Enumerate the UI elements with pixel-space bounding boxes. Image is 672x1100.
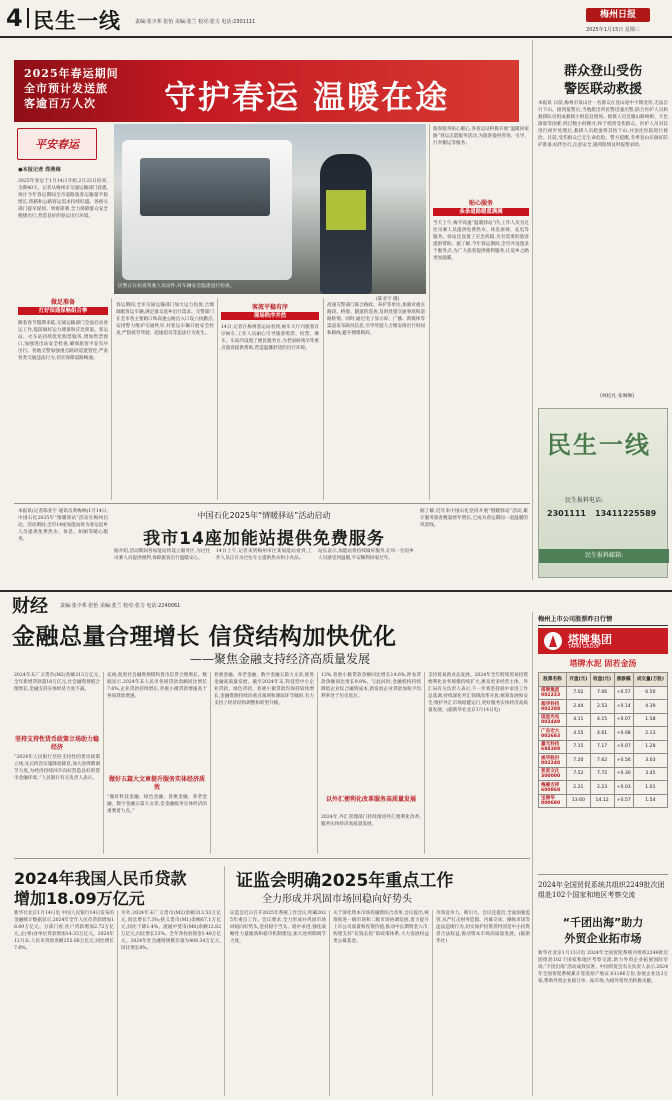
csrc-rule-1 [329, 910, 330, 1096]
top-byline: ●本报记者 郑燕梅 [18, 167, 61, 173]
stock-name-cell: 宝丽华 000690 [539, 794, 567, 808]
stock-volume-cell: 2.13 [633, 727, 667, 741]
stock-volume-cell: 4.39 [633, 700, 667, 714]
stock-close-cell: 7.72 [590, 767, 614, 781]
stock-open-cell: 2.44 [567, 700, 591, 714]
mid-story-top-rule [14, 503, 530, 504]
top-story-col-2: 春运期间,全市交通运输部门加大运力投放,合理调配客运车辆,满足群众返乡出行需求。交警部门在全市各主要路口和高速公路出入口设立执勤点,安排警力维护交通秩序,对客运车辆开展安全检查,严防疲劳驾驶、超速超员等违法行为发生。 [116, 303, 214, 336]
photo-caption: 民警正在检查驾驶人员证件,对车辆安全隐患进行检查。 [118, 284, 235, 289]
side-story-credit: (林松礼 张琳琳) [600, 394, 635, 399]
promo-phone-2: 13411225589 [595, 509, 657, 518]
export-headline-2: 外贸企业拓市场 [564, 932, 642, 945]
top-sub-1: 做足准备 [50, 299, 75, 306]
top-story-col-5: 旅客服务贴心暖心,各客运站积极开展“温暖回家路”春运志愿服务活动,为旅客提供咨询、引导、行李搬运等服务。 [433, 127, 529, 146]
top-story-col-3: 14日,记者在梅州客运站看到,候车大厅内旅客有序候车,工作人员耐心引导旅客购票、检票、乘车。车站内设置了便民服务台,为老弱病残孕等重点旅客提供帮助,营造温馨舒适的出行环境。 [221, 325, 319, 351]
stock-change-cell: +0.07 [614, 713, 633, 727]
export-lead: 2024年全国贸促系统共组织2249批次团组赴102个国家和地区考察交流 [538, 881, 665, 899]
finance-headline: 金融总量合理增长 信贷结构加快优化 [12, 623, 397, 650]
promo-phone-1: 2301111 [547, 509, 586, 518]
safe-spring-logo [17, 128, 97, 160]
mid-story-right-text: 据了解,近年来中国石化坚持开展“情暖驿站”活动,累计服务旅客数量逐年增长,已成为春运期间一道温暖的风景线。 [420, 509, 528, 528]
promo-hotline-label: 民生报料电话: [565, 497, 604, 504]
top-rule-4 [429, 124, 430, 500]
export-top-rule [538, 874, 668, 875]
loan-headline-2: 增加18.09万亿元 [14, 889, 145, 908]
officer-vest-shape [326, 190, 366, 230]
stock-volume-cell: 1.58 [633, 713, 667, 727]
finance-editors: 责编:张少邦 张怡 美编:张兰 校对:张力 电话:2240061 [60, 603, 181, 609]
stock-open-cell: 7.02 [567, 686, 591, 700]
csrc-col-1: 证监会近日召开2025年系统工作会议,明确2025年重点工作。会议要求,全力形成并巩固市场回稳向好势头,坚持稳字当头、稳中求进,强化战略性力量储备和稳市机制建设,加大逆周期调节力度。 [230, 911, 326, 944]
csrc-headline: 证监会明确2025年重点工作 [236, 871, 454, 891]
stock-open-cell: 7.52 [567, 767, 591, 781]
mid-story-kicker: 中国石化2025年“情暖驿站”活动启动 [197, 511, 331, 520]
csrc-subline: 全力形成并巩固市场回稳向好势头 [262, 894, 412, 905]
stock-row [539, 713, 668, 727]
side-headline-2: 警医联动救援 [563, 82, 642, 97]
finance-header-rule [0, 590, 672, 592]
stock-name-cell: 嘉元科技 688388 [539, 740, 567, 754]
stock-change-cell: +0.57 [614, 686, 633, 700]
top-story-photo [114, 124, 426, 294]
tapai-brand-cn: 塔牌集团 [568, 633, 612, 646]
page-header [0, 0, 672, 38]
finance-col-4b: 2024年,外汇管理部门持续推进外汇便利化改革,服务实体经济高质量发展。 [321, 815, 421, 827]
tapai-logo-bar [538, 628, 668, 654]
mid-story-text-1: 据介绍,活动期间各加能站将设立服务区,为过往司乘人员提供便利,保障旅客出行温暖安心。 [114, 549, 210, 561]
stock-name-cell: 广东宏大 002683 [539, 727, 567, 741]
tapai-slogan: 塔牌水泥 固若金汤 [569, 659, 637, 668]
stock-open-cell: 13.60 [567, 794, 591, 808]
finance-sub-c: 以外汇便利化改革服务高质量发展 [325, 796, 416, 803]
side-headline-1: 群众登山受伤 [563, 64, 642, 79]
finance-col-1b: “2024年人民银行坚持支持性的货币政策立场,先后四次实施降准降息,加大逆周期调节力度,为经济持续回升向好营造良好的货币金融环境。”人民银行有关负责人表示。 [14, 755, 100, 781]
finance-col-2: 充裕,促进社会融资规模和货币信贷合理增长。数据显示,2024年末人民币各项贷款余额同比增长7.6%,企业贷款持续增长,普惠小微贷款增速高于各项贷款增速。 [107, 673, 207, 699]
stock-col-close: 收盘(元) [590, 673, 614, 687]
promo-box [538, 408, 668, 578]
top-story-col-4: 高速交警部门联合路政、养护等单位,加强对重点路段、桥梁、隧道的巡查,及时处置交通事故和道路险情。同时,通过电子显示屏、广播、新媒体等渠道发布路况信息,引导驾驶人合理安排出行时间和路线,避开拥堵路段。 [327, 303, 425, 336]
header-rule [0, 36, 672, 38]
stock-change-cell: +0.57 [614, 794, 633, 808]
banner-line-3: 客逾百万人次 [24, 97, 96, 110]
finance-col-5: 支持贸易新业态发展。2024年全年跨境贸易投资便利化业务规模持续扩大,惠及更多经营主体。外汇局有关负责人表示,下一步将坚持稳中求进工作总基调,持续深化外汇领域改革开放,统筹发展和安全,维护外汇市场稳健运行,更好服务实体经济高质量发展。(据新华社北京1月14日电) [428, 673, 528, 713]
stock-volume-cell: 1.28 [633, 740, 667, 754]
stock-row [539, 781, 668, 795]
export-text: 新华社北京1月13日电 2024年全国贸促系统共组织2249批次团组赴102个国家和地区考察交流,助力外贸企业拓展国际市场,“千团出海”活动成效显著。中国贸促会有关负责人表示,2024年全国贸促系统累计签发原产地证书1166万份,参展企业达3万家,帮助外贸企业稳订单、拓市场,为稳外贸作出积极贡献。 [538, 951, 668, 984]
top-headline: 守护春运 温暖在途 [164, 78, 450, 116]
banner-line-2: 全市预计发送旅 [24, 82, 108, 95]
stock-close-cell: 7.62 [590, 754, 614, 768]
stock-change-cell: +0.56 [614, 754, 633, 768]
finance-col-4: 13%,普惠小微贷款余额同比增长14.6%,涉农贷款余额同比增长9.8%。与此同时,金融机构持续降低企业综合融资成本,新发放企业贷款加权平均利率处于历史低位。 [321, 673, 421, 699]
page-number-divider [27, 8, 29, 28]
top-sub-2b: 现场秩序井然 [221, 312, 319, 320]
stock-open-cell: 4.11 [567, 713, 591, 727]
stock-close-cell: 2.53 [590, 700, 614, 714]
stock-volume-cell: 6.50 [633, 686, 667, 700]
stock-close-cell: 14.12 [590, 794, 614, 808]
stock-open-cell: 2.21 [567, 781, 591, 795]
stock-volume-cell: 3.45 [633, 767, 667, 781]
stock-name-cell: 塔牌集团 002233 [539, 686, 567, 700]
mid-story-left-text: 本报讯(记者陈亚宇 通讯员黄梅林)1月14日,中国石化2025年“情暖驿站”活动在梅州启动。活动期间,全市14座加能站将为春运返乡人员提供免费热水、休息、如厕等暖心服务。 [18, 509, 108, 542]
top-rule-1 [111, 298, 112, 500]
loan-top-rule [14, 858, 530, 859]
stock-name-cell: 威华股份 002240 [539, 754, 567, 768]
stock-name-cell: 国星光电 002449 [539, 713, 567, 727]
fin-rule-2 [210, 672, 211, 854]
stock-col-open: 开盘(元) [567, 673, 591, 687]
finance-sub-b: 做好五篇大文章提升服务实体经济质效 [108, 776, 205, 791]
stock-row [539, 700, 668, 714]
csrc-col-3: 市场竞争力、吸引力。会议还提出,全面加强监管,从严打击财务造假、内幕交易、操纵市场等违法违规行为,切实保护投资者特别是中小投资者合法权益,推动资本市场高质量发展。(据新华社) [436, 911, 530, 944]
masthead-box [586, 8, 650, 22]
fin-rule-3 [317, 672, 318, 854]
stock-close-cell: 7.17 [590, 740, 614, 754]
stock-col-volume: 成交量(万股) [633, 673, 667, 687]
stock-change-cell: +0.03 [614, 781, 633, 795]
fin-rule-1 [103, 672, 104, 854]
finance-side-rule [532, 612, 533, 1096]
top-story-banner [14, 60, 519, 122]
top-story-col-1: 2025年春运于1月14日开始,2月22日结束,为期40天。记者从梅州市交通运输部门获悉,预计今年春运期间全市道路旅客运输量平稳增长,铁路和公路客运需求持续旺盛。各相关部门提早谋划、周密部署,全力保障群众安全便捷出行,营造良好的春运出行环境。 [18, 179, 108, 219]
truck-windshield-shape [140, 158, 270, 216]
top-story-col-1b: 随着春节假期来临,交通运输部门全面启动春运工作,提前做好运力储备和应急预案。客运站、火车站持续优化购票服务,增加售票窗口,加强进出站安全检查,确保旅客平安有序出行。各地交警加强重点路段巡逻管控,严查各类交通违法行为,切实保障道路畅通。 [18, 321, 108, 361]
stock-row [539, 767, 668, 781]
promo-footer-bar [539, 549, 669, 563]
top-sub-3b: 条条道路暖意满满 [433, 208, 529, 216]
stock-panel-title: 梅州上市公司股票昨日行情 [538, 614, 668, 626]
mid-story-text-3: 站长表示,加能站将持续做好服务,让每一位返乡人员感受到温暖,平安顺利回家过年。 [318, 549, 414, 561]
stock-name-cell: 客家文化 300000 [539, 767, 567, 781]
header-date: 2025年1月15日 星期三 [586, 27, 640, 33]
page-number: 4 [6, 4, 23, 32]
stock-close-cell: 7.06 [590, 686, 614, 700]
stock-volume-cell: 1.54 [633, 794, 667, 808]
photo-credit: (陈亚宇 摄) [376, 297, 400, 302]
main-side-rule [532, 40, 533, 580]
stock-open-cell: 7.20 [567, 754, 591, 768]
loan-col-2: 另外,2024年末广义货币(M2)余额313.53万亿元,同比增长7.3%;狭义货币(M1)余额67.1万亿元,同比下降1.4%。流通中货币(M0)余额12.82万亿元,同比增长13%。全年净投放现金1.48万亿元。2024年社会融资规模存量为408.34万亿元,同比增长8%。 [121, 911, 221, 951]
stock-table [538, 672, 668, 808]
finance-col-3: 普惠金融、养老金融、数字金融五篇大文章,推进金融高质量发展。截至2024年末,科技型中小企业贷款、绿色贷款、普惠小微贷款均保持较快增长,金融资源持续向重点领域和薄弱环节倾斜,有力支持了经济结构调整和转型升级。 [214, 673, 314, 706]
fin-rule-4 [424, 672, 425, 854]
side-story-text: 本报讯 日前,梅州市某山区一名群众在登山途中不慎受伤,无法自行下山。接到报警后,当地派出所民警迅速出警,联合医护人员和救援队员组成救援小组赶赴现场。救援人员克服山路崎岖、天色渐暗等困难,经过数小时搜寻,终于找到受伤群众。医护人员对其进行初步处理后,救援人员轮流将其抬下山,并送往医院进行救治。目前,受伤群众已无生命危险。警方提醒,冬季登山应做好防护准备,结伴出行,注意安全,遇到险情及时报警求助。 [538, 101, 668, 148]
stock-close-cell: 2.23 [590, 781, 614, 795]
stock-volume-cell: 1.01 [633, 781, 667, 795]
banner-subtitle-block [24, 66, 144, 111]
top-rule-2 [217, 298, 218, 500]
stock-name-cell: 超华科技 002288 [539, 700, 567, 714]
top-story-col-5b: 当天上午,梅平高速“温暖驿站”内,工作人员为过往司乘人员提供免费热水、休息座椅、充电等服务。驿站还设置了应急药箱,为有需要的旅客提供帮助。据了解,今年春运期间,全市共设置多个服务点,为广大旅客提供便利服务,让返乡之路更加温暖。 [433, 221, 529, 261]
stock-change-cell: +0.08 [614, 727, 633, 741]
finance-col-1: 2024年末广义货币(M2)余额313万亿元,全年新增贷款超18万亿元,社会融资规模合理增长,金融支持实体经济力度不减。 [14, 673, 100, 692]
stock-open-cell: 7.15 [567, 740, 591, 754]
export-headline-1: “千团出海”助力 [562, 916, 644, 929]
stock-open-cell: 4.55 [567, 727, 591, 741]
top-sub-1b: 打好保通保畅组合拳 [18, 307, 108, 315]
stock-row [539, 740, 668, 754]
finance-section-title: 财经 [12, 596, 48, 617]
header-editors: 责编:张少邦 张怡 美编:张兰 校对:张力 电话:2301111 [135, 19, 256, 25]
stock-col-name: 股票名称 [539, 673, 567, 687]
finance-subline: ——聚焦金融支持经济高质量发展 [190, 652, 371, 666]
mid-story-text-2: 14日上午,记者来到梅州市区某加能站看到,工作人员正在为过往车主提供热水和小食品。 [216, 549, 312, 561]
top-sub-2: 客流平稳有序 [251, 304, 288, 311]
csrc-col-2: 关于深化资本市场投融资综合改革,会议提出,统筹推进一级市场和二级市场协调发展,着力提升上市公司质量和投资价值,推动中长期资金入市,构建支持“长钱长投”的政策体系,大力发展权益类公募基金。 [333, 911, 429, 944]
loan-headline-1: 2024年我国人民币贷款 [14, 869, 187, 888]
finance-col-2b: “做好科技金融、绿色金融、普惠金融、养老金融、数字金融五篇大文章,是金融服务实体经济的重要着力点。” [107, 795, 207, 814]
stock-row [539, 754, 668, 768]
stock-table-body [539, 686, 668, 808]
stock-table-header-row [539, 673, 668, 687]
tapai-brand-en: TAPAI GROUP [568, 645, 600, 650]
csrc-rule-2 [432, 910, 433, 1096]
loan-rule-1 [117, 910, 118, 1096]
section-title: 民生一线 [33, 9, 121, 33]
promo-footer: 民生报料邮箱: [584, 552, 624, 559]
top-rule-3 [323, 298, 324, 500]
top-sub-3: 贴心服务 [468, 200, 493, 207]
masthead: 梅州日报 [599, 10, 636, 20]
stock-col-change: 涨跌幅 [614, 673, 633, 687]
stock-name-cell: 梅雁吉祥 600868 [539, 781, 567, 795]
mid-story-headline: 我市14座加能站提供免费服务 [143, 529, 385, 549]
stock-row [539, 727, 668, 741]
stock-change-cell: +0.14 [614, 700, 633, 714]
stock-row [539, 686, 668, 700]
finance-sub-a: 坚持支持性货币政策立场助力稳经济 [14, 736, 99, 751]
stock-change-cell: +0.30 [614, 767, 633, 781]
safe-spring-logo-label: 平安春运 [35, 138, 79, 151]
stock-row [539, 794, 668, 808]
loan-col-1: 新华社北京1月14日电 中国人民银行14日发布的金融统计数据显示,2024年全年人民币贷款增加18.09万亿元。分部门看,住户贷款增加2.72万亿元,企(事)业单位贷款增加14.33万亿元。2024年12月末,人民币贷款余额255.68万亿元,同比增长7.6%。 [14, 911, 114, 951]
stock-close-cell: 4.15 [590, 713, 614, 727]
promo-title: 民生一线 [547, 430, 651, 459]
stock-change-cell: +0.07 [614, 740, 633, 754]
stock-volume-cell: 3.03 [633, 754, 667, 768]
stock-close-cell: 4.61 [590, 727, 614, 741]
banner-line-1: 2025年春运期间 [24, 67, 119, 80]
loan-rule-2 [224, 866, 225, 1096]
